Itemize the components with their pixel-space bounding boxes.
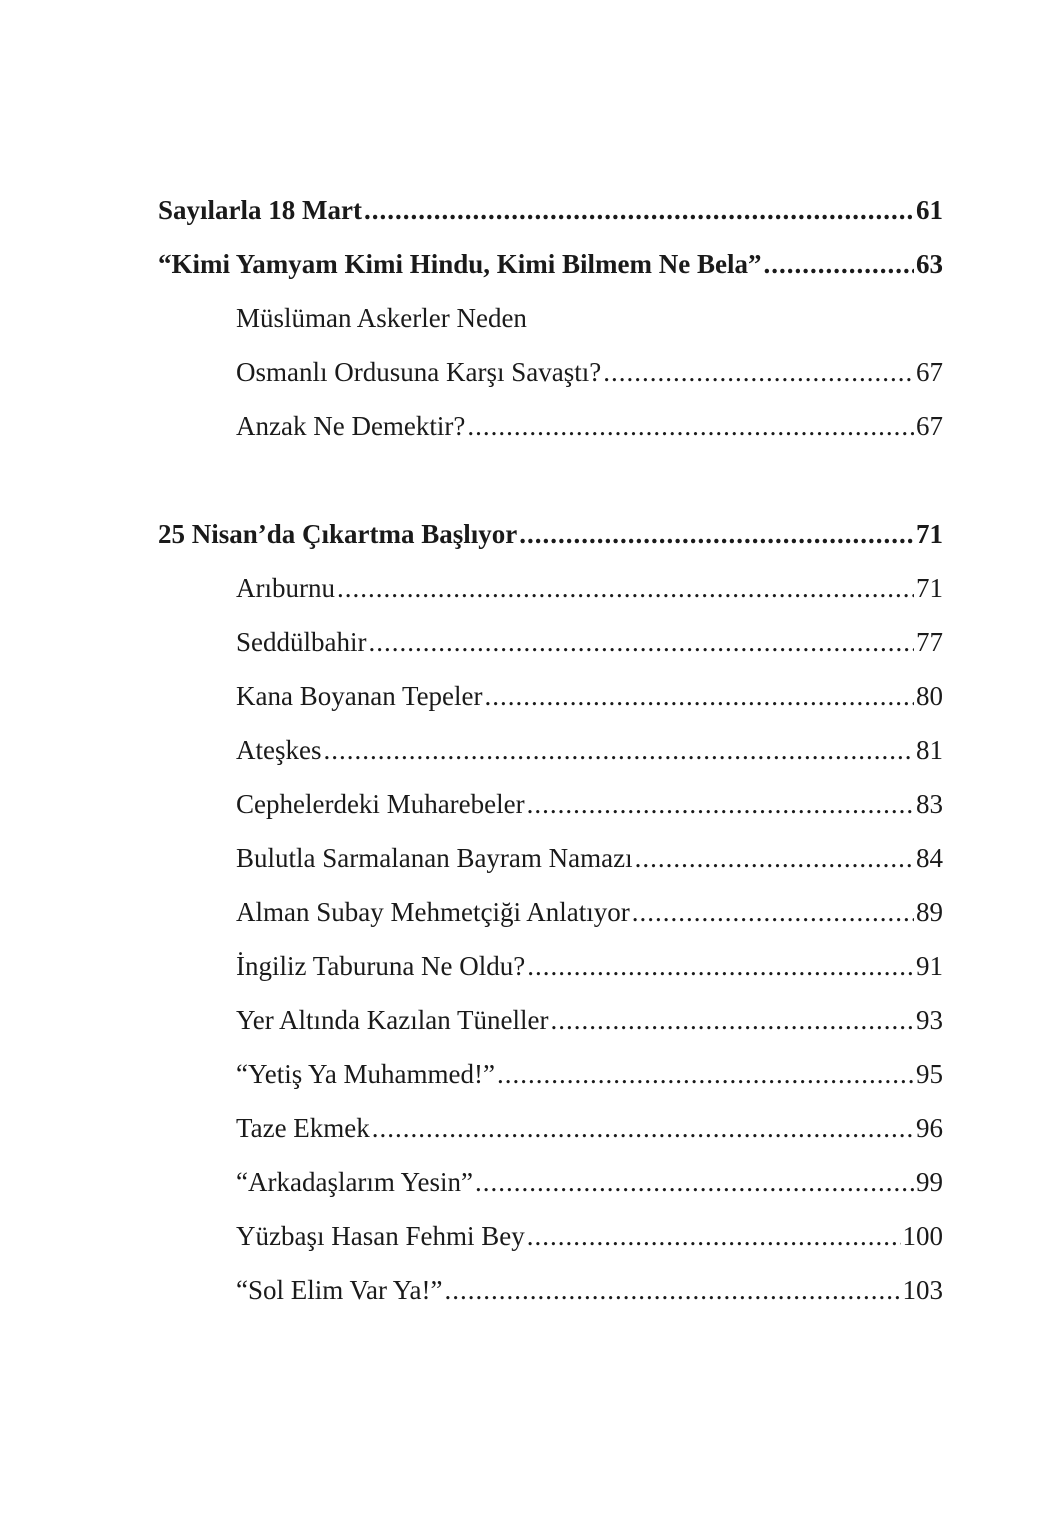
dot-leader [337, 561, 914, 615]
toc-entry-title: İngiliz Taburuna Ne Oldu? [236, 951, 526, 981]
toc-entry-title: Kana Boyanan Tepeler [236, 681, 483, 711]
toc-entry [158, 1155, 943, 1209]
toc-entry-page: 99 [916, 1167, 943, 1197]
dot-leader [475, 1155, 914, 1209]
toc-entry-title: Arıburnu [236, 573, 335, 603]
toc-entry-page: 91 [916, 951, 943, 981]
toc-entry [158, 885, 943, 939]
toc-entry-title: Bulutla Sarmalanan Bayram Namazı [236, 843, 633, 873]
dot-leader [485, 669, 914, 723]
toc-entry-page: 100 [902, 1221, 943, 1251]
toc-entry [158, 723, 943, 777]
table-of-contents [158, 183, 943, 1317]
toc-entry-kimi-yamyam [158, 237, 943, 291]
toc-entry-page: 63 [916, 249, 943, 279]
dot-leader [323, 723, 914, 777]
toc-entry [158, 1209, 943, 1263]
toc-entry-page: 71 [916, 519, 943, 549]
toc-entry-page: 81 [916, 735, 943, 765]
toc-entry-title: Taze Ekmek [236, 1113, 370, 1143]
dot-leader [519, 507, 914, 561]
dot-leader [603, 345, 914, 399]
toc-entry [158, 1263, 943, 1317]
toc-entry-page: 93 [916, 1005, 943, 1035]
dot-leader [527, 777, 914, 831]
dot-leader [550, 993, 914, 1047]
dot-leader [527, 939, 914, 993]
toc-entry-title: Seddülbahir [236, 627, 367, 657]
toc-entry [158, 1101, 943, 1155]
dot-leader [372, 1101, 914, 1155]
toc-entry-title: Yer Altında Kazılan Tüneller [236, 1005, 549, 1035]
toc-entry-title: Osmanlı Ordusuna Karşı Savaştı? [236, 357, 602, 387]
toc-entry-musluman-askerler-line1 [158, 291, 943, 345]
toc-entry-page: 67 [916, 357, 943, 387]
toc-entry-page: 89 [916, 897, 943, 927]
toc-entry-page: 95 [916, 1059, 943, 1089]
toc-entry-page: 71 [916, 573, 943, 603]
toc-sub-entries [158, 561, 943, 1317]
dot-leader [467, 399, 914, 453]
toc-entry-osmanli-ordusuna [158, 345, 943, 399]
toc-entry-page: 80 [916, 681, 943, 711]
toc-entry-page: 83 [916, 789, 943, 819]
dot-leader [364, 183, 914, 237]
dot-leader [527, 1209, 901, 1263]
toc-entry-title: Cephelerdeki Muharebeler [236, 789, 525, 819]
toc-entry-title: “Yetiş Ya Muhammed!” [236, 1059, 496, 1089]
dot-leader [368, 615, 914, 669]
toc-entry-page: 61 [916, 195, 943, 225]
toc-entry [158, 831, 943, 885]
toc-entry-title: “Arkadaşlarım Yesin” [236, 1167, 473, 1197]
dot-leader [497, 1047, 914, 1101]
toc-entry-title: “Kimi Yamyam Kimi Hindu, Kimi Bilmem Ne Bela” [158, 249, 762, 279]
toc-entry-page: 67 [916, 411, 943, 441]
toc-entry-title: Alman Subay Mehmetçiği Anlatıyor [236, 897, 630, 927]
toc-entry-page: 77 [916, 627, 943, 657]
dot-leader [763, 237, 914, 291]
toc-entry-title: Anzak Ne Demektir? [236, 411, 466, 441]
toc-entry-title: Ateşkes [236, 735, 322, 765]
toc-entry [158, 615, 943, 669]
toc-entry-title: “Sol Elim Var Ya!” [236, 1275, 443, 1305]
dot-leader [635, 831, 914, 885]
toc-entry-title: Müslüman Askerler Neden [236, 303, 527, 333]
toc-entry [158, 669, 943, 723]
toc-entry-page: 96 [916, 1113, 943, 1143]
toc-entry-title: Sayılarla 18 Mart [158, 195, 362, 225]
toc-entry [158, 993, 943, 1047]
dot-leader [445, 1263, 901, 1317]
dot-leader [632, 885, 914, 939]
toc-entry-anzak [158, 399, 943, 453]
toc-entry [158, 777, 943, 831]
toc-entry [158, 1047, 943, 1101]
toc-entry [158, 939, 943, 993]
section-gap [158, 453, 943, 507]
toc-entry [158, 561, 943, 615]
toc-entry-title: Yüzbaşı Hasan Fehmi Bey [236, 1221, 525, 1251]
toc-entry-page: 103 [902, 1275, 943, 1305]
toc-entry-25-nisan [158, 507, 943, 561]
toc-entry-sayilarla-18-mart [158, 183, 943, 237]
toc-entry-title: 25 Nisan’da Çıkartma Başlıyor [158, 519, 518, 549]
toc-entry-page: 84 [916, 843, 943, 873]
